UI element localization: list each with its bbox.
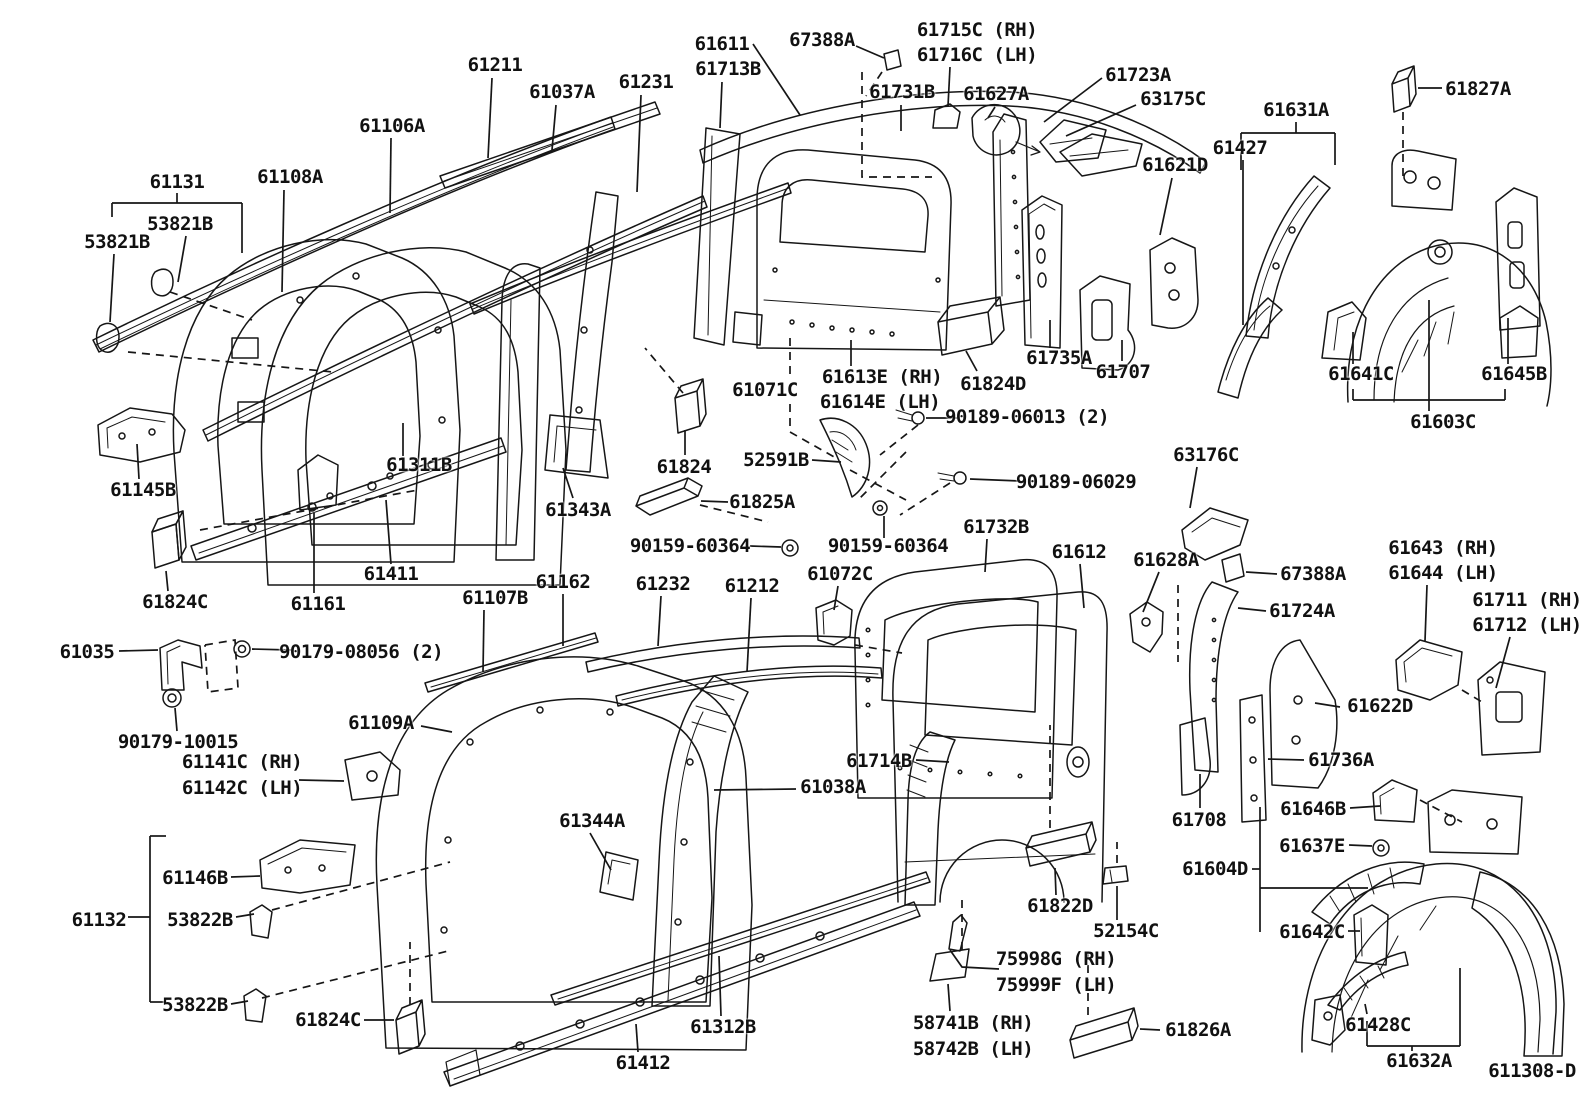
part-label: 61708 xyxy=(1171,809,1227,831)
figure-code: 611308-D xyxy=(1488,1060,1576,1082)
leader-line xyxy=(231,1001,248,1004)
part-label: 58742B (LH) xyxy=(912,1038,1034,1060)
part-label: 61142C (LH) xyxy=(181,777,303,799)
part-label: 61642C xyxy=(1279,921,1345,943)
leader-line xyxy=(637,95,641,192)
leader-line xyxy=(636,1024,638,1052)
dashed-guide-line xyxy=(850,470,906,500)
part-label: 52591B xyxy=(743,449,809,471)
leader-line xyxy=(1143,572,1159,612)
leader-line xyxy=(236,914,254,917)
leader-line xyxy=(1365,1004,1367,1014)
leader-line xyxy=(948,984,950,1011)
leader-line xyxy=(1425,585,1427,641)
part-label: 61822D xyxy=(1027,895,1093,917)
part-label: 61711 (RH) xyxy=(1472,589,1582,611)
leader-line xyxy=(753,44,800,115)
part-rear-rockers xyxy=(444,872,930,1086)
leader-lines-layer xyxy=(110,44,1510,1052)
part-label: 61131 xyxy=(149,171,205,193)
part-label: 61107B xyxy=(462,587,528,609)
part-label: 61035 xyxy=(59,641,115,663)
part-label: 61428C xyxy=(1345,1014,1411,1036)
part-label: 61106A xyxy=(359,115,425,137)
part-label: 61644 (LH) xyxy=(1388,562,1498,584)
part-label: 61037A xyxy=(529,81,595,103)
fasteners xyxy=(163,410,966,707)
part-label: 61412 xyxy=(615,1052,671,1074)
part-label: 61631A xyxy=(1263,99,1329,121)
part-label: 61343A xyxy=(545,499,611,521)
part-label: 61162 xyxy=(535,571,591,593)
part-quarter-panels xyxy=(816,560,1107,905)
leader-line xyxy=(137,444,139,479)
leader-line xyxy=(750,546,781,547)
part-label: 61146B xyxy=(162,867,228,889)
part-label: 61072C xyxy=(807,563,873,585)
leader-line xyxy=(110,254,114,322)
part-label: 61731B xyxy=(869,81,935,103)
leader-line xyxy=(970,479,1020,481)
dashed-guide-line xyxy=(1420,800,1462,822)
part-label: 61621D xyxy=(1142,154,1208,176)
part-label: 61161 xyxy=(290,593,346,615)
part-label: 61826A xyxy=(1165,1019,1231,1041)
leader-line xyxy=(1140,1029,1160,1030)
part-label: 61614E (LH) xyxy=(819,391,941,413)
dashed-guide-line xyxy=(272,862,450,910)
part-label: 61411 xyxy=(363,563,419,585)
part-label: 61109A xyxy=(348,712,414,734)
part-label: 61736A xyxy=(1308,749,1374,771)
part-label: 61723A xyxy=(1105,64,1171,86)
part-label: 61145B xyxy=(110,479,176,501)
part-label: 61603C xyxy=(1410,411,1476,433)
dashed-guide-line xyxy=(858,452,906,500)
dashed-guide-line xyxy=(866,72,882,96)
part-label: 90179-10015 xyxy=(117,731,239,753)
part-label: 61622D xyxy=(1347,695,1413,717)
part-label: 61646B xyxy=(1280,798,1346,820)
part-label: 61231 xyxy=(618,71,674,93)
part-label: 61824D xyxy=(960,373,1026,395)
leader-line xyxy=(1349,845,1372,846)
leader-line xyxy=(299,780,344,781)
part-blocks xyxy=(396,66,1416,1058)
part-label: 61715C (RH) xyxy=(916,19,1038,41)
leader-line xyxy=(421,726,452,732)
part-label: 90159-60364 xyxy=(827,535,949,557)
leader-line xyxy=(1055,868,1056,895)
leader-line xyxy=(282,190,284,292)
leader-line xyxy=(720,82,722,128)
part-label: 61344A xyxy=(559,810,625,832)
leader-line xyxy=(714,789,796,790)
dashed-guide-line xyxy=(900,483,950,515)
leader-line xyxy=(1190,467,1197,508)
leader-line xyxy=(483,610,484,672)
leader-line xyxy=(590,833,611,870)
leader-line xyxy=(178,236,186,282)
part-label: 61643 (RH) xyxy=(1388,537,1498,559)
part-label: 52154C xyxy=(1093,920,1159,942)
part-label: 61735A xyxy=(1026,347,1092,369)
leader-line xyxy=(166,571,168,591)
part-label: 61637E xyxy=(1279,835,1345,857)
part-label: 61604D xyxy=(1182,858,1248,880)
part-label: 67388A xyxy=(1280,563,1346,585)
leader-line xyxy=(985,539,987,572)
part-label: 61645B xyxy=(1481,363,1547,385)
part-label: 53822B xyxy=(167,909,233,931)
leader-line xyxy=(390,138,391,213)
part-label: 61108A xyxy=(257,166,323,188)
leader-line xyxy=(701,501,728,502)
part-label: 61613E (RH) xyxy=(821,366,943,388)
part-label: 90179-08056 (2) xyxy=(278,641,444,663)
part-label: 75999F (LH) xyxy=(995,974,1117,996)
part-label: 67388A xyxy=(789,29,855,51)
part-label: 61825A xyxy=(729,491,795,513)
part-label: 61627A xyxy=(963,83,1029,105)
part-label: 61141C (RH) xyxy=(181,751,303,773)
part-label: 61707 xyxy=(1095,361,1151,383)
part-wheel-house-upper xyxy=(1322,150,1551,406)
part-label: 63176C xyxy=(1173,444,1239,466)
part-label: 61071C xyxy=(732,379,798,401)
part-label: 61132 xyxy=(71,909,127,931)
dashed-guide-line xyxy=(855,645,902,653)
part-label: 61827A xyxy=(1445,78,1511,100)
part-label: 61611 xyxy=(694,33,750,55)
part-label: 58741B (RH) xyxy=(912,1012,1034,1034)
part-label: 61716C (LH) xyxy=(916,44,1038,66)
part-label: 61211 xyxy=(467,54,523,76)
leader-line xyxy=(231,876,260,877)
dashed-guide-line xyxy=(262,950,452,998)
part-front-side-panel xyxy=(173,240,566,585)
leader-line xyxy=(1350,806,1380,808)
part-label: 61212 xyxy=(724,575,780,597)
part-label: 61824C xyxy=(295,1009,361,1031)
dashed-guide-line xyxy=(790,404,836,458)
part-label: 90159-60364 xyxy=(629,535,751,557)
part-label: 61641C xyxy=(1328,363,1394,385)
part-label: 61732B xyxy=(963,516,1029,538)
part-label: 61713B xyxy=(695,58,761,80)
leader-line xyxy=(1268,759,1304,760)
leader-line xyxy=(1238,608,1266,611)
part-label: 63175C xyxy=(1140,88,1206,110)
part-label: 53821B xyxy=(84,231,150,253)
part-label: 53821B xyxy=(147,213,213,235)
leader-line xyxy=(488,78,492,158)
leader-line xyxy=(856,46,884,58)
leader-line xyxy=(252,649,291,650)
dashed-guide-line xyxy=(205,640,238,692)
part-right-small xyxy=(1130,508,1545,822)
part-label: 53822B xyxy=(162,994,228,1016)
part-wheel-house-lower xyxy=(1302,780,1564,1056)
part-label: 61232 xyxy=(635,573,691,595)
part-right-pillars xyxy=(1022,176,1330,398)
part-label: 75998G (RH) xyxy=(995,948,1117,970)
dashed-guide-line xyxy=(645,348,683,393)
part-label: 61632A xyxy=(1386,1050,1452,1072)
leader-line xyxy=(916,760,949,762)
dashed-guide-line xyxy=(700,505,768,522)
leader-line xyxy=(386,500,391,564)
part-roof-side-rails xyxy=(93,102,791,441)
leader-line xyxy=(966,351,977,371)
part-label: 61712 (LH) xyxy=(1472,614,1582,636)
leader-line xyxy=(1246,572,1277,574)
leader-line xyxy=(1496,637,1510,688)
leader-line xyxy=(950,950,999,969)
leader-line xyxy=(658,596,661,646)
leader-line xyxy=(812,460,841,462)
part-label: 61714B xyxy=(846,750,912,772)
part-label: 61038A xyxy=(800,776,866,798)
leader-line xyxy=(1080,564,1084,608)
part-label: 61824 xyxy=(656,456,712,478)
part-label: 61628A xyxy=(1133,549,1199,571)
dashed-guide-line xyxy=(880,425,918,455)
leader-line xyxy=(119,650,158,651)
leader-line xyxy=(175,708,177,731)
part-label: 90189-06029 xyxy=(1015,471,1137,493)
part-center-pillar xyxy=(545,192,618,478)
part-label: 61724A xyxy=(1269,600,1335,622)
part-label: 90189-06013 (2) xyxy=(944,406,1110,428)
leader-line xyxy=(1160,178,1172,235)
part-label: 61311B xyxy=(386,454,452,476)
part-label: 61312B xyxy=(690,1016,756,1038)
part-top-small xyxy=(884,50,1142,176)
part-label: 61612 xyxy=(1051,541,1107,563)
leader-line xyxy=(747,598,751,672)
part-label: 61427 xyxy=(1212,137,1268,159)
leader-line xyxy=(948,67,950,106)
part-label: 61824C xyxy=(142,591,208,613)
leader-line xyxy=(719,956,721,1016)
